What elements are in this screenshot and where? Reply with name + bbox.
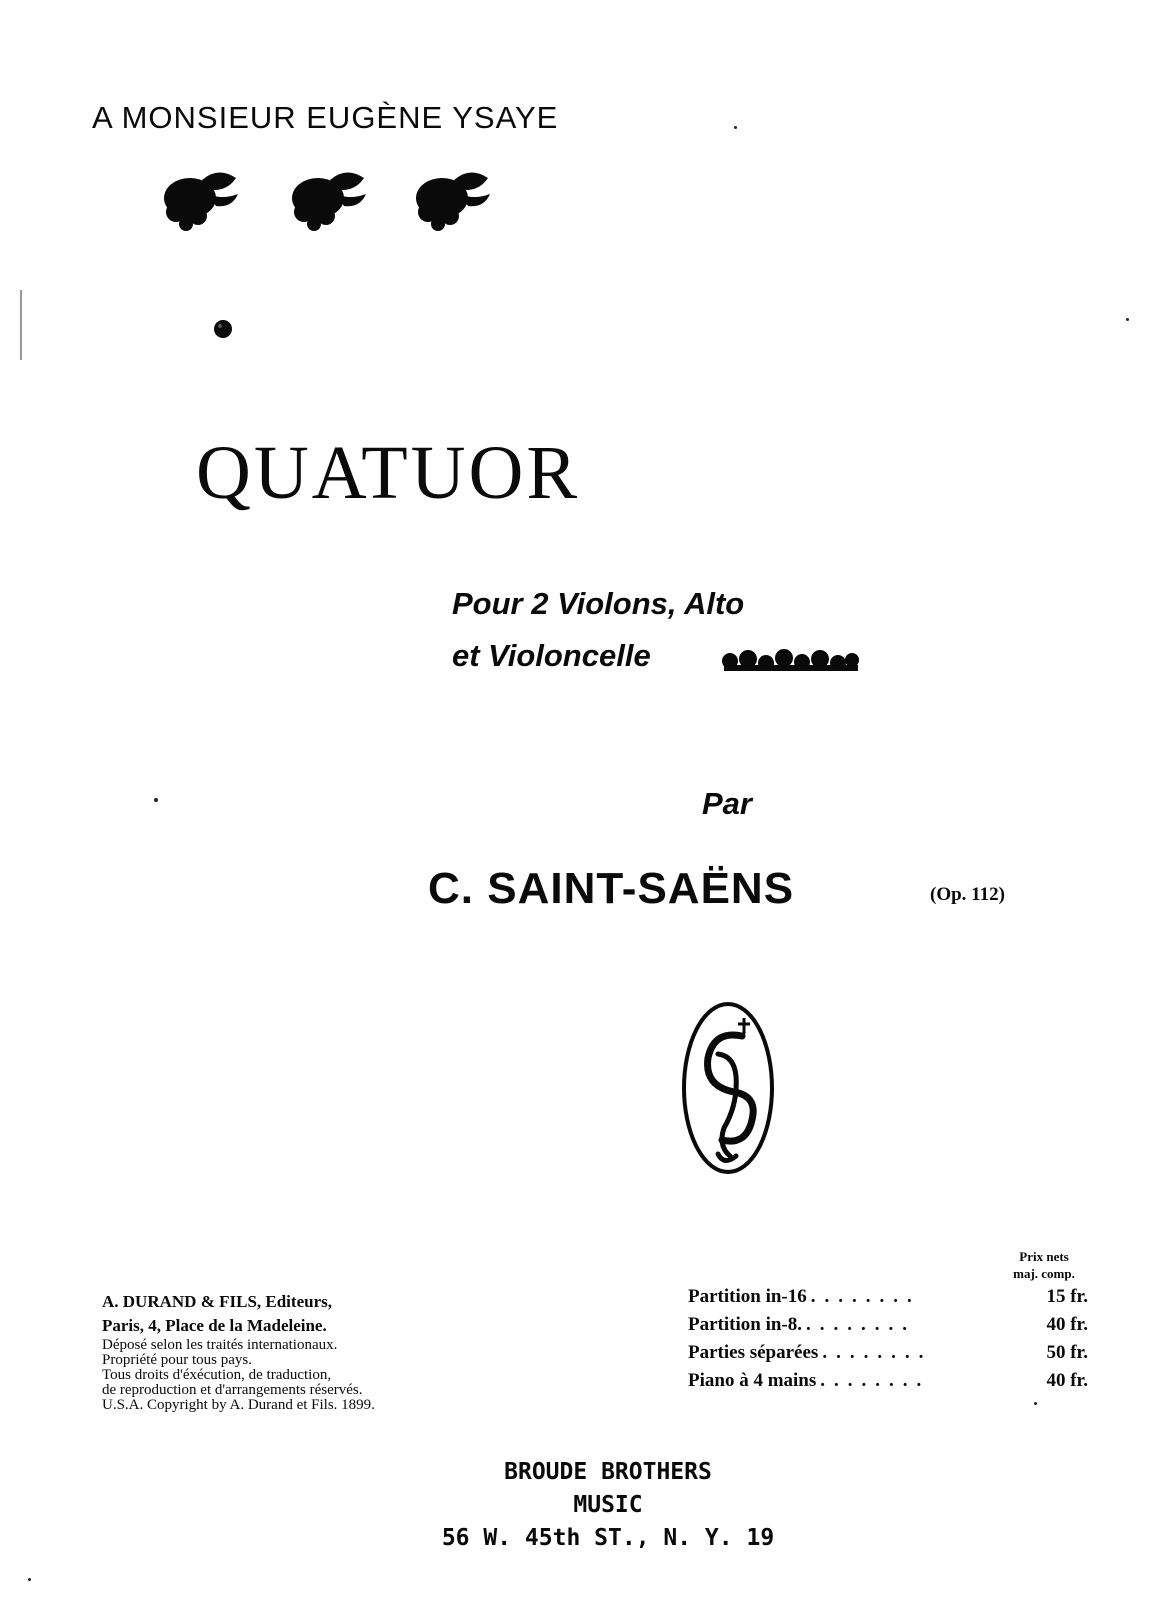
scan-speck [154, 798, 158, 802]
price-leader: ........ [810, 1286, 921, 1307]
grape-cluster-icon [212, 318, 234, 340]
scan-speck [1126, 318, 1129, 321]
reprint-publisher [0, 1456, 1169, 1555]
publisher-name: A. DURAND & FILS, Editeurs, [102, 1292, 332, 1311]
publisher-note: Tous droits d'éxécution, de traduction, [102, 1367, 332, 1383]
vine-flourish-icon [720, 645, 862, 675]
price-leader: ........ [806, 1314, 916, 1335]
price-row [688, 1370, 1088, 1398]
composer-name: C. SAINT-SAËNS [428, 864, 795, 913]
publisher-note: U.S.A. Copyright by A. Durand et Fils. 1899. [102, 1397, 375, 1413]
price-value: 40 fr. [1046, 1370, 1088, 1391]
price-label: Piano à 4 mains [688, 1370, 817, 1391]
by-label: Par [702, 786, 752, 821]
price-value: 40 fr. [1046, 1314, 1088, 1335]
scan-speck [1034, 1402, 1037, 1405]
opus-number: (Op. 112) [930, 884, 1005, 905]
scan-speck [20, 290, 22, 360]
price-label: Partition in-16 [688, 1286, 807, 1307]
price-row [688, 1286, 1088, 1314]
publisher-block [102, 1290, 522, 1413]
page-title: QUATUOR [196, 431, 581, 515]
durand-monogram-logo-icon [678, 996, 790, 1176]
grape-vine-ornament-icon [158, 160, 498, 232]
price-row [688, 1342, 1088, 1370]
publisher-note: Propriété pour tous pays. [102, 1352, 252, 1368]
prices-header-line-2: maj. comp. [1013, 1266, 1075, 1281]
price-list [688, 1286, 1088, 1398]
subtitle-line-1: Pour 2 Violons, Alto [452, 586, 745, 621]
reprint-address: 56 W. 45th ST., N. Y. 19 [441, 1525, 775, 1551]
price-label: Parties séparées [688, 1342, 819, 1363]
prices-header [1004, 1248, 1084, 1282]
price-value: 15 fr. [1046, 1286, 1088, 1307]
price-label: Partition in-8. [688, 1314, 802, 1335]
price-row [688, 1314, 1088, 1342]
publisher-address: Paris, 4, Place de la Madeleine. [102, 1316, 327, 1335]
prices-header-line-1: Prix nets [1019, 1249, 1069, 1264]
scan-speck [28, 1578, 31, 1581]
price-leader: ........ [822, 1342, 933, 1363]
reprint-music: MUSIC [573, 1492, 643, 1518]
publisher-note: de reproduction et d'arrangements réservés. [102, 1382, 363, 1398]
publisher-note: Déposé selon les traités internationaux. [102, 1337, 338, 1353]
dedication: A MONSIEUR EUGÈNE YSAYE [92, 100, 559, 135]
subtitle-line-2: et Violoncelle [452, 638, 651, 673]
scan-speck [734, 126, 737, 129]
price-leader: ........ [820, 1370, 931, 1391]
reprint-name: BROUDE BROTHERS [504, 1459, 712, 1485]
price-value: 50 fr. [1046, 1342, 1088, 1363]
